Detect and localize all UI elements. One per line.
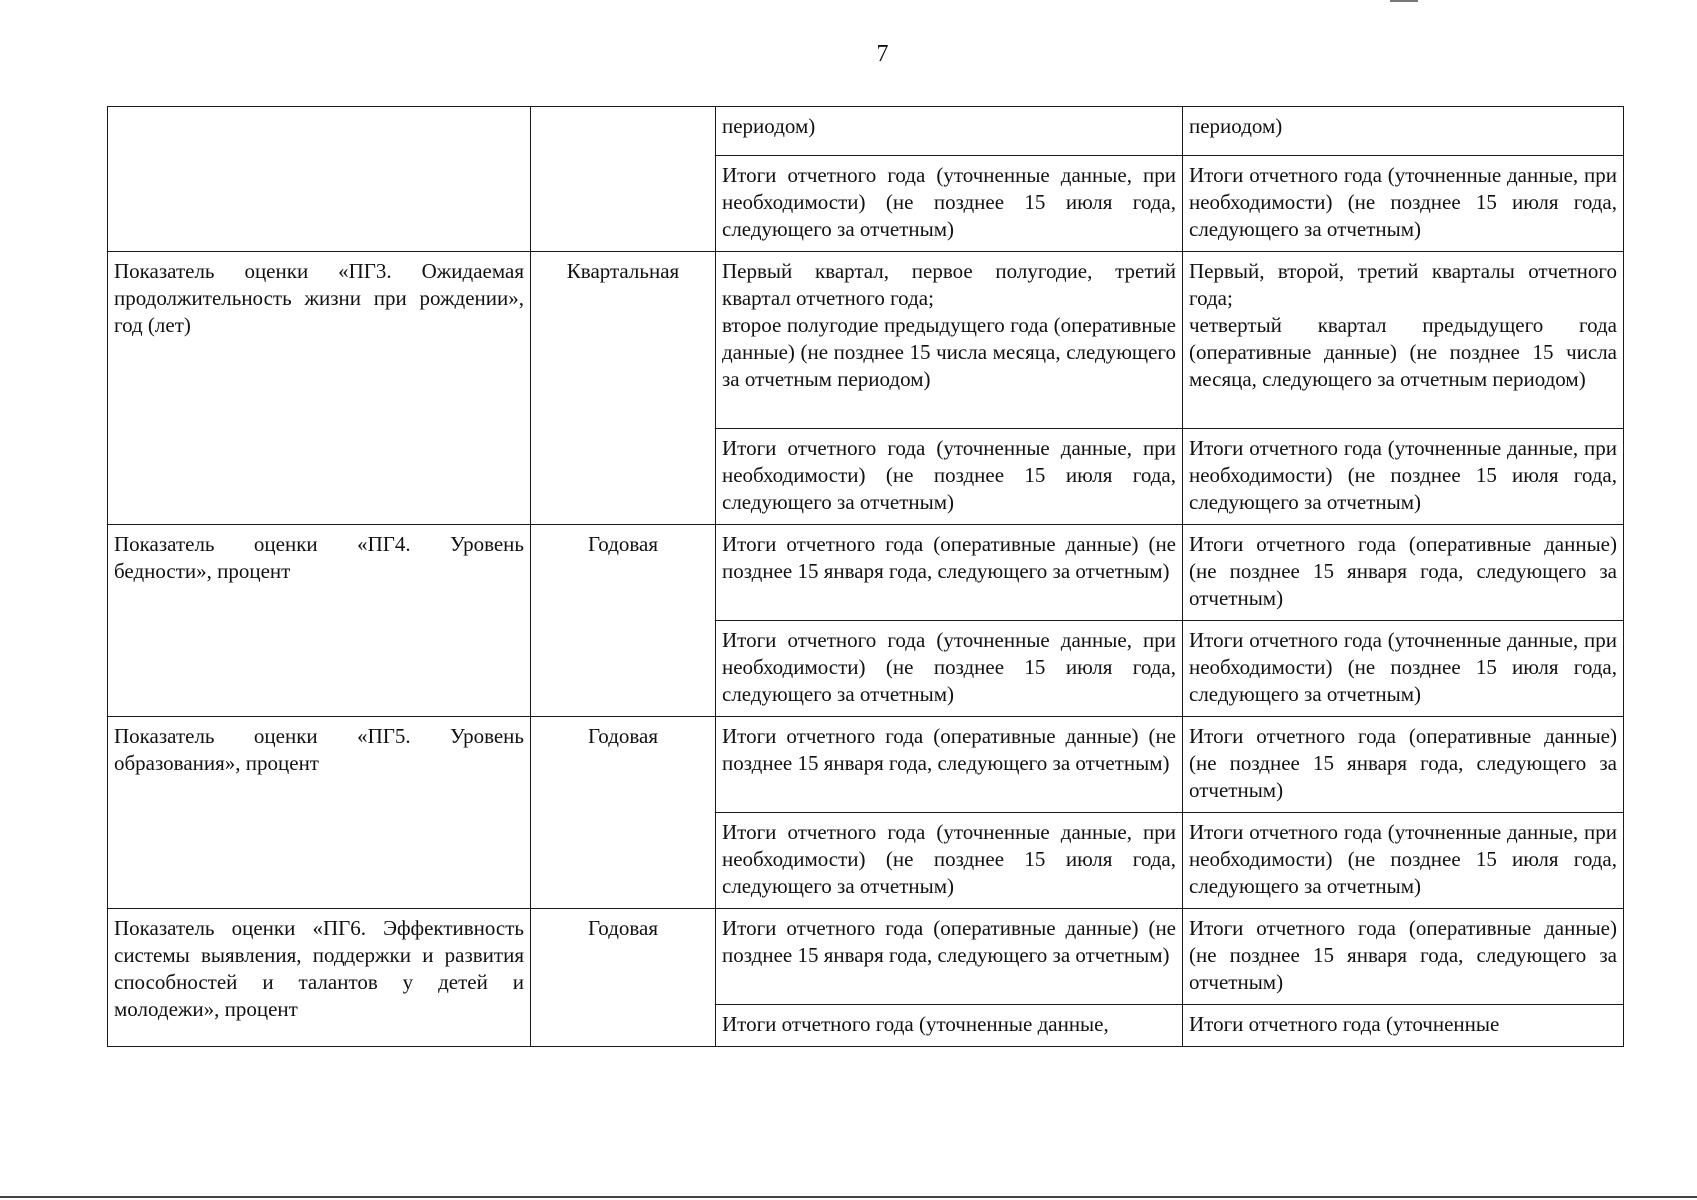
planned-report-deadline-cell: Итоги отчетного года (уточненные данные, при необходимости) (не позднее 15 июля года, следующего за отчетным) [1183,621,1624,717]
periodicity-cell-empty [531,107,716,252]
planned-report-deadline-cell: Итоги отчетного года (оперативные данные) (не позднее 15 января года, следующего за отчетным) [1183,909,1624,1005]
table-row [108,717,1624,813]
report-deadline-cell: Итоги отчетного года (оперативные данные) (не позднее 15 января года, следующего за отчетным) [716,909,1183,1005]
report-deadline-cell: Итоги отчетного года (уточненные данные, [716,1005,1183,1047]
periodicity-cell: Годовая [531,525,716,717]
report-deadline-cell: Итоги отчетного года (оперативные данные) (не позднее 15 января года, следующего за отчетным) [716,525,1183,621]
planned-report-deadline-cell: Первый, второй, третий кварталы отчетного года; четвертый квартал предыдущего года (оперативные данные) (не позднее 15 числа месяца, следующего за отчетным периодом) [1183,252,1624,429]
report-deadline-cell: Первый квартал, первое полугодие, третий квартал отчетного года; второе полугодие предыдущего года (оперативные данные) (не позднее 15 числа месяца, следующего за отчетным периодом) [716,252,1183,429]
reporting-schedule-table [107,106,1624,1047]
scan-mark [1390,0,1418,2]
table-row [108,909,1624,1005]
indicator-cell: Показатель оценки «ПГ3. Ожидаемая продолжительность жизни при рождении», год (лет) [108,252,531,525]
report-deadline-cell: Итоги отчетного года (оперативные данные) (не позднее 15 января года, следующего за отчетным) [716,717,1183,813]
planned-report-deadline-cell: Итоги отчетного года (уточненные данные, при необходимости) (не позднее 15 июля года, следующего за отчетным) [1183,813,1624,909]
report-deadline-cell: Итоги отчетного года (уточненные данные, при необходимости) (не позднее 15 июля года, следующего за отчетным) [716,813,1183,909]
page-bottom-edge [0,1196,1697,1198]
indicator-cell: Показатель оценки «ПГ5. Уровень образования», процент [108,717,531,909]
planned-report-deadline-cell: периодом) [1183,107,1624,156]
indicator-cell: Показатель оценки «ПГ4. Уровень бедности», процент [108,525,531,717]
periodicity-cell: Годовая [531,909,716,1047]
planned-report-deadline-cell: Итоги отчетного года (уточненные [1183,1005,1624,1047]
table-row [108,525,1624,621]
table-row [108,252,1624,429]
report-deadline-cell: Итоги отчетного года (уточненные данные, при необходимости) (не позднее 15 июля года, следующего за отчетным) [716,156,1183,252]
indicator-cell: Показатель оценки «ПГ6. Эффективность системы выявления, поддержки и развития способностей и талантов у детей и молодежи», процент [108,909,531,1047]
report-deadline-cell: периодом) [716,107,1183,156]
planned-report-deadline-cell: Итоги отчетного года (оперативные данные) (не позднее 15 января года, следующего за отчетным) [1183,717,1624,813]
planned-report-deadline-cell: Итоги отчетного года (уточненные данные, при необходимости) (не позднее 15 июля года, следующего за отчетным) [1183,429,1624,525]
report-deadline-cell: Итоги отчетного года (уточненные данные, при необходимости) (не позднее 15 июля года, следующего за отчетным) [716,621,1183,717]
page-number: 7 [876,41,889,67]
periodicity-cell: Годовая [531,717,716,909]
planned-report-deadline-cell: Итоги отчетного года (уточненные данные, при необходимости) (не позднее 15 июля года, следующего за отчетным) [1183,156,1624,252]
periodicity-cell: Квартальная [531,252,716,525]
planned-report-deadline-cell: Итоги отчетного года (оперативные данные) (не позднее 15 января года, следующего за отчетным) [1183,525,1624,621]
table-row [108,107,1624,156]
indicator-cell-empty [108,107,531,252]
report-deadline-cell: Итоги отчетного года (уточненные данные, при необходимости) (не позднее 15 июля года, следующего за отчетным) [716,429,1183,525]
